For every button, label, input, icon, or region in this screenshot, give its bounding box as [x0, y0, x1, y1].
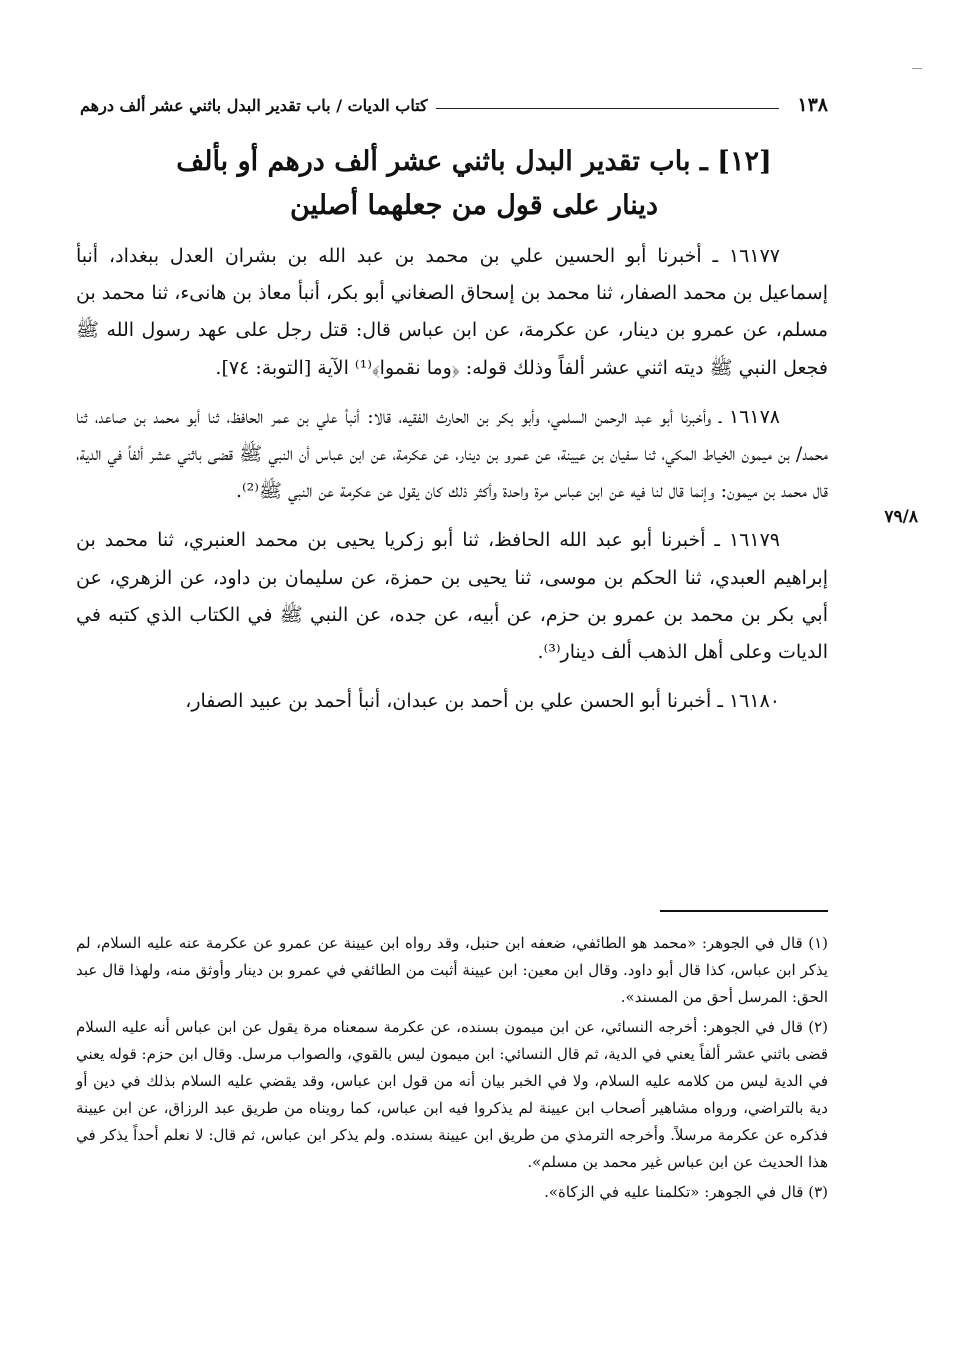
running-header	[80, 90, 828, 120]
edge-mark	[912, 68, 922, 69]
main-text	[76, 238, 828, 732]
footnote: (٣) قال في الجوهر: «تكلمنا عليه في الزكاة».	[544, 1183, 828, 1201]
chapter-title-line-2: دينار على قول من جعلهما أصلين	[290, 190, 658, 221]
page-number: ١٣٨	[797, 94, 828, 116]
hadith-paragraph: ١٦١٧٧ ـ أخبرنا أبو الحسين علي بن محمد بن عبد الله بن بشران العدل ببغداد، أنبأ إسماعيل بن محمد الصفار، ثنا محمد بن إسحاق الصغاني أبو بكر، أنبأ معاذ بن هانىء، ثنا محمد بن مسلم، عن عمرو بن دينار، عن عكرمة، عن ابن عباس قال: قتل رجل على عهد رسول الله ﷺ فجعل النبي ﷺ ديته اثني عشر ألفاً وذلك قوله: ﴿وما نقموا﴾⁽¹⁾ الآية [التوبة: ٧٤].	[76, 245, 828, 379]
footnote: (٢) قال في الجوهر: أخرجه النسائي، عن ابن ميمون بسنده، عن عكرمة سمعناه مرة يقول عن ابن عباس أنه عليه السلام قضى باثني عشر ألفاً يعني في الدية، ثم قال النسائي: ابن ميمون ليس بالقوي، والصواب مرسل. وقال ابن حزم: قوله يعني في الدية ليس من كلامه عليه السلام، ولا في الخبر بيان أنه من قول ابن عباس، وقد يقضي عليه السلام بذلك في دين أو دية بالتراضي، ورواه مشاهير أصحاب ابن عيينة لم يذكروا فيه ابن عباس، كما رويناه من طريق عبد الرزاق، عن ابن عيينة فذكره عن عكرمة مرسلاً. وأخرجه الترمذي من طريق ابن عيينة بسنده. ولم يذكر ابن عباس، ثم قال: لا نعلم أحداً يذكر في هذا الحديث عن ابن عباس غير محمد بن مسلم».	[76, 1018, 828, 1171]
hadith-paragraph: ١٦١٧٨ ـ وأخبرنا أبو عبد الرحمن السلمي، وأبو بكر بن الحارث الفقيه، قالا: أنبأ علي بن عمر الحافظ، ثنا أبو محمد بن صاعد، ثنا محمد/ بن ميمون الخياط المكي، ثنا سفيان بن عيينة، عن عمرو بن دينار، عن عكرمة، عن ابن عباس أن النبي ﷺ قضى باثني عشر ألفاً في الدية، قال محمد بن ميمون: وإنما قال لنا فيه عن ابن عباس مرة واحدة وأكثر ذلك كان يقول عن عكرمة عن النبي ﷺ⁽²⁾.	[76, 405, 828, 503]
footnote: (١) قال في الجوهر: «محمد هو الطائفي، ضعفه ابن حنبل، وقد رواه ابن عيينة عن عمرو عن عكرمة عنه عليه السلام، لم يذكر ابن عباس، كذا قال أبو داود. وقال ابن معين: ابن عيينة أثبت من الطائفي في عمرو بن دينار وأوثق منه، ولهذا قال عبد الحق: المرسل أحق من المسند».	[76, 934, 828, 1006]
hadith-paragraph: ١٦١٧٩ ـ أخبرنا أبو عبد الله الحافظ، ثنا أبو زكريا يحيى بن محمد العنبري، ثنا محمد بن إبراهيم العبدي، ثنا الحكم بن موسى، ثنا يحيى بن حمزة، عن سليمان بن داود، عن الزهري، عن أبي بكر بن محمد بن عمرو بن حزم، عن أبيه، عن جده، عن النبي ﷺ في الكتاب الذي كتبه في الديات وعلى أهل الذهب ألف دينار⁽³⁾.	[76, 529, 828, 664]
margin-reference: ٧٩/٨	[884, 507, 918, 527]
footnotes	[76, 930, 828, 1209]
hadith-paragraph: ١٦١٨٠ ـ أخبرنا أبو الحسن علي بن أحمد بن عبدان، أنبأ أحمد بن عبيد الصفار،	[185, 690, 780, 713]
chapter-title	[120, 140, 828, 228]
header-rule	[436, 108, 780, 109]
chapter-title-line-1: [١٢] ـ باب تقدير البدل باثني عشر ألف درهم أو بألف	[176, 146, 772, 177]
running-title: كتاب الديات / باب تقدير البدل باثني عشر ألف درهم	[80, 95, 428, 115]
footnote-divider	[660, 910, 828, 912]
